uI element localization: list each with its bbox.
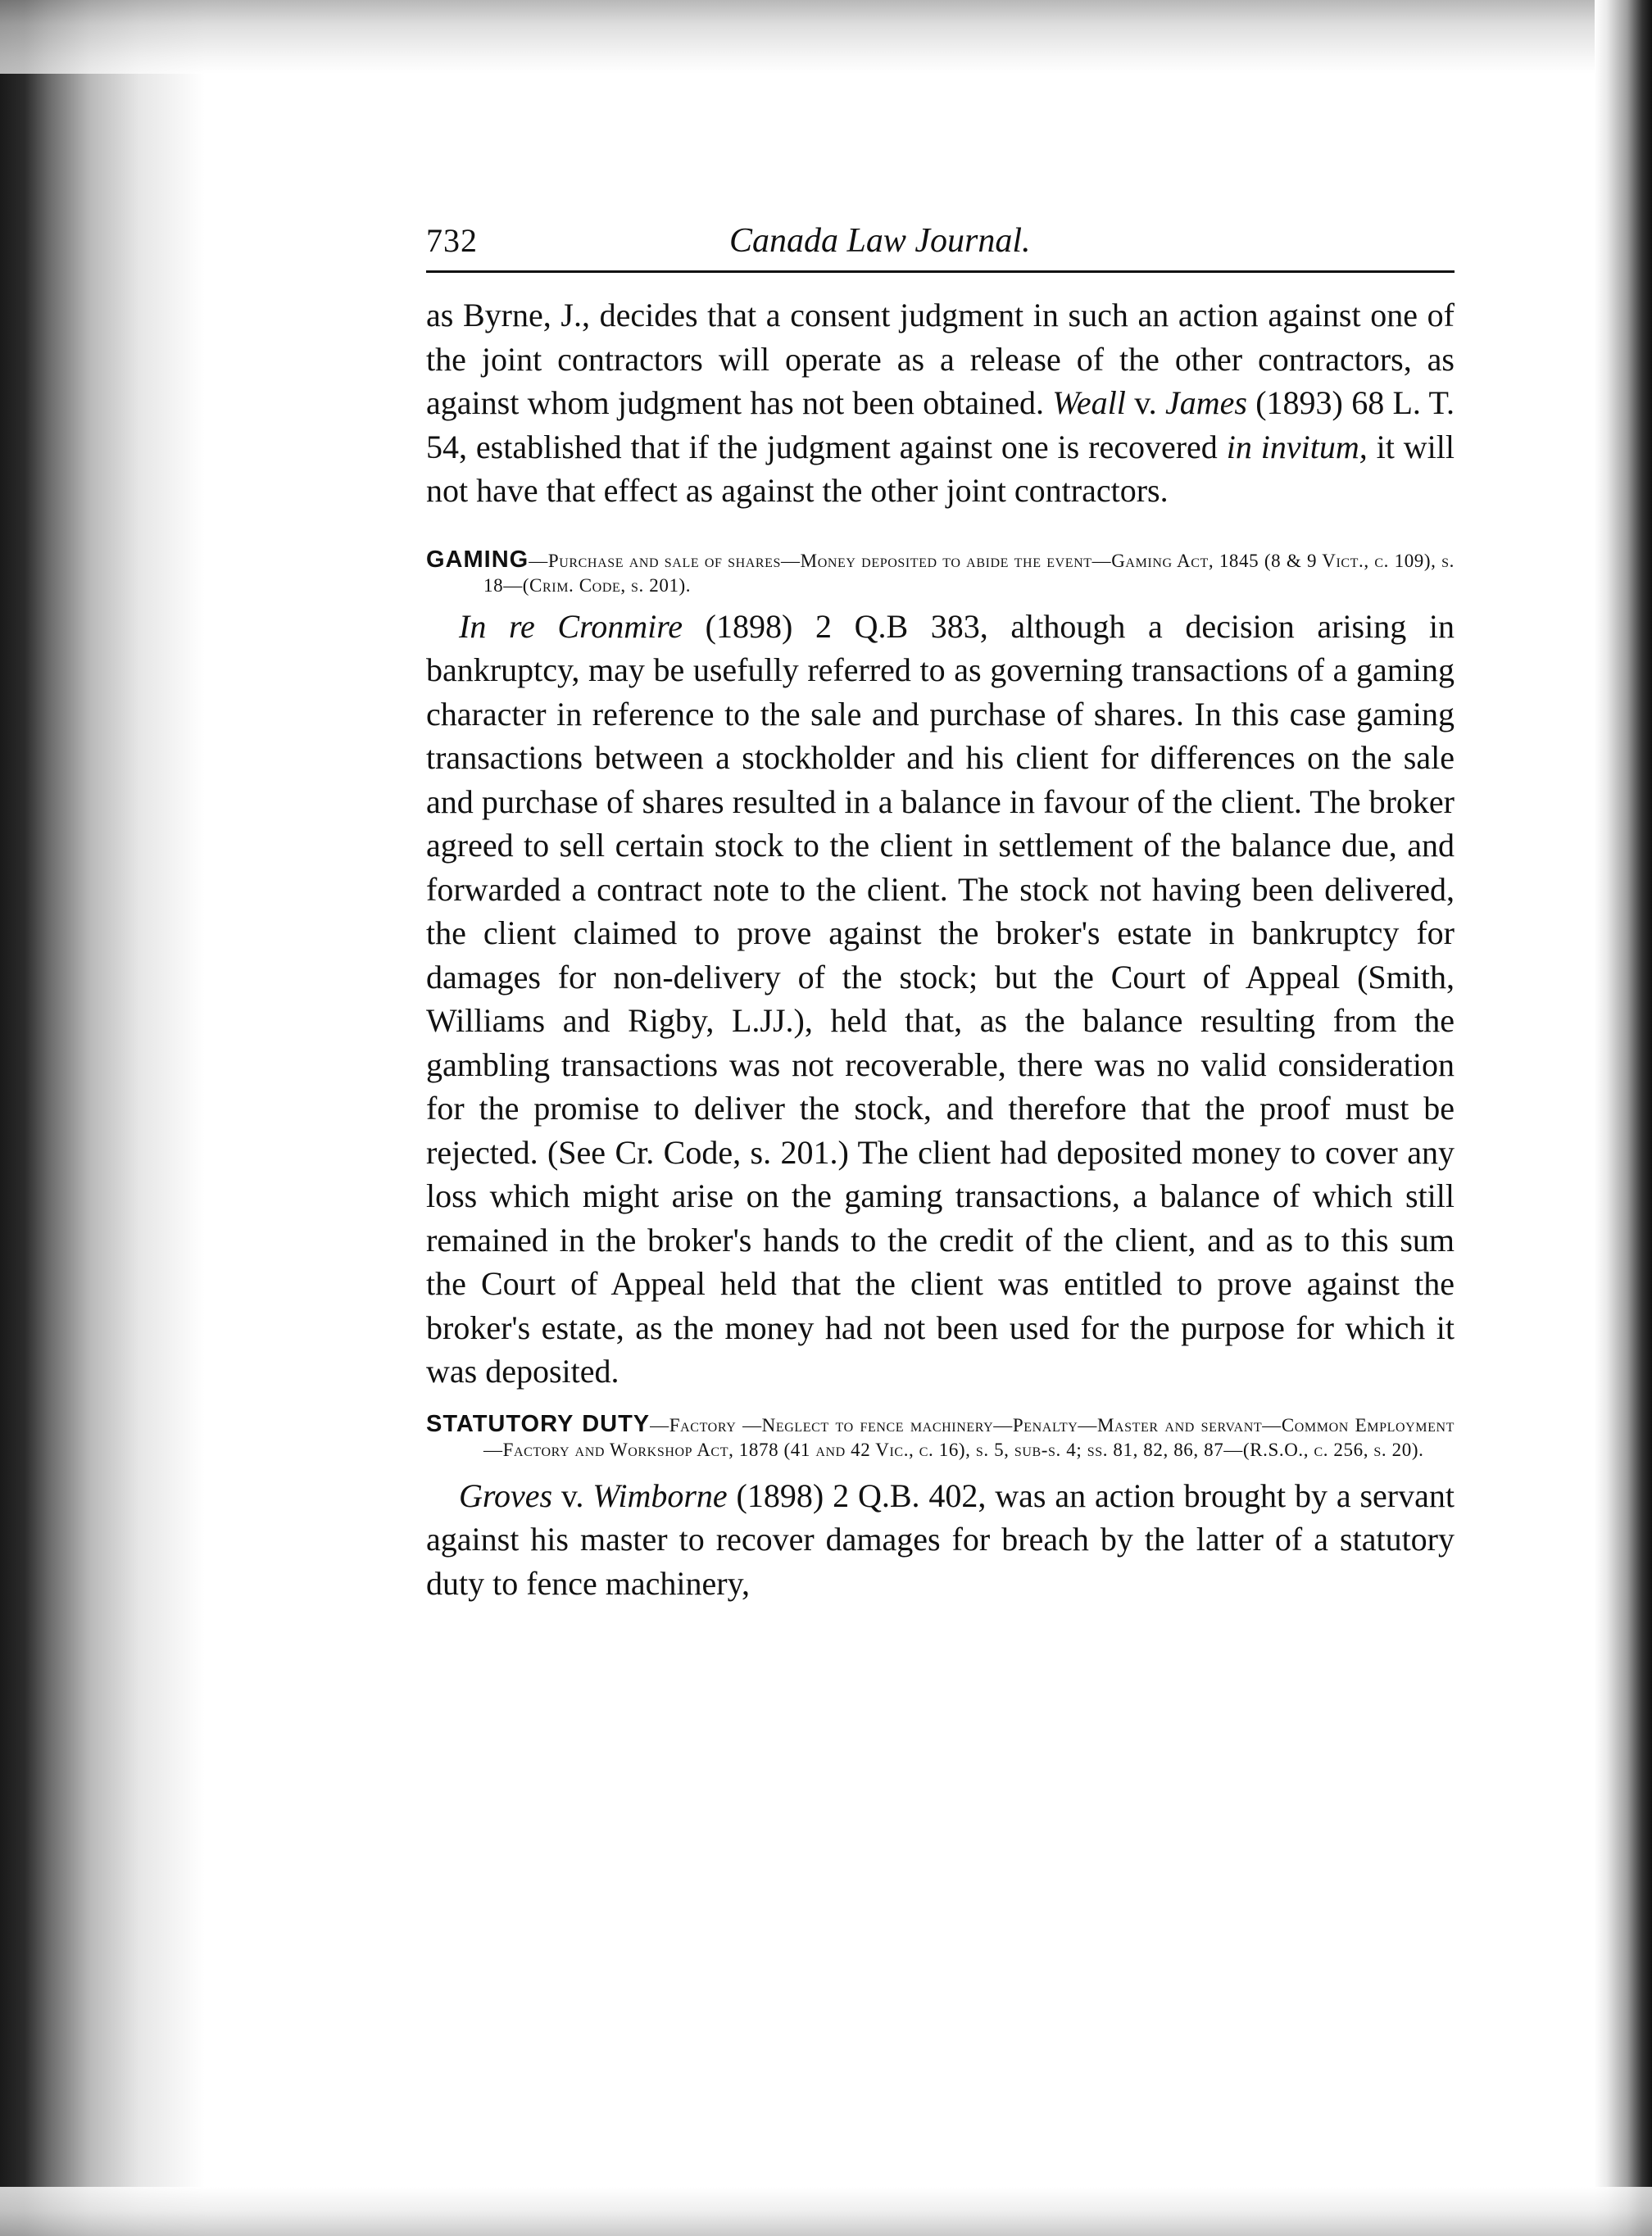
page-number: 732 [426, 222, 478, 259]
journal-title: Canada Law Journal. [729, 222, 1031, 260]
continuation-text-4: it will not have that effect as against the other joint contractors. [426, 428, 1455, 509]
gaming-heading-key: GAMING [426, 546, 529, 573]
continuation-text-2: v. [1125, 384, 1165, 421]
latin-phrase: in invitum, [1226, 428, 1368, 465]
statutory-duty-heading [426, 1412, 1455, 1463]
continuation-paragraph [426, 293, 1455, 513]
case-name-james: James [1164, 384, 1247, 421]
header-rule [426, 270, 1455, 273]
gaming-paragraph [426, 605, 1455, 1394]
continuation-text-3: (1893) 68 L. T. 54, established that if the judgment against one is recovered [426, 384, 1455, 465]
statutory-duty-heading-key: STATUTORY DUTY [426, 1410, 651, 1437]
scan-bottom-edge [0, 2187, 1652, 2236]
statutory-body-text: (1898) 2 Q.B. 402, was an action brought by a servant against his master to recover damages for breach by the latter of a statutory duty to fence machinery, [426, 1476, 1455, 1602]
gaming-body-text: (1898) 2 Q.B 383, although a decision arising in bankruptcy, may be usefully referred to as governing transactions of a gaming character in reference to the sale and purchase of shares. In this case gaming transactions between a stockholder and his client for differences on the sale and purchase of shares resulted in a balance in favour of the client. The broker agreed to sell certain stock to the client in settlement of the balance due, and forwarded a contract note to the client. The stock not having been delivered, the client claimed to prove against the broker's estate in bankruptcy for damages for non-delivery of the stock; but the Court of Appeal (Smith, Williams and Rigby, L.JJ.), held that, as the balance resulting from the gambling transactions was not recoverable, there was no valid consideration for the promise to deliver the stock, and therefore that the proof must be rejected. (See Cr. Code, s. 201.) The client had deposited money to cover any loss which might arise on the gaming transactions, a balance of which still remained in the broker's hands to the credit of the client, and as to this sum the Court of Appeal held that the client was entitled to prove against the broker's estate, as the money had not been used for the purpose for which it was deposited. [426, 607, 1455, 1390]
running-head [426, 221, 1455, 272]
statutory-duty-heading-text: —Factory —Neglect to fence machinery—Penalty—Master and servant—Common Employment—Factory and Workshop Act, 1878 (41 and 42 Vic., c. 16), s. 5, sub-s. 4; ss. 81, 82, 86, 87—(R.S.O., c. 256, s. 20). [483, 1414, 1455, 1460]
page-content [426, 221, 1455, 1605]
statutory-text-v: v. [552, 1476, 593, 1514]
case-name-weall: Weall [1052, 384, 1126, 421]
gaming-heading-text: —Purchase and sale of shares—Money deposited to abide the event—Gaming Act, 1845 (8 & 9 Vict., c. 109), s. 18—(Crim. Code, s. 201). [483, 550, 1455, 596]
statutory-duty-paragraph [426, 1474, 1455, 1606]
case-name-cronmire: In re Cronmire [459, 607, 683, 645]
case-name-groves: Groves [459, 1476, 553, 1514]
gaming-heading [426, 547, 1455, 598]
case-name-wimborne: Wimborne [592, 1476, 728, 1514]
scan-left-edge [0, 0, 205, 2236]
scan-top-edge [0, 0, 1652, 74]
scan-right-edge [1595, 0, 1652, 2236]
continuation-text-1: as Byrne, J., decides that a consent judgment in such an action against one of the joint contractors will operate as a release of the other contractors, as against whom judgment has not been obtained. [426, 297, 1455, 421]
